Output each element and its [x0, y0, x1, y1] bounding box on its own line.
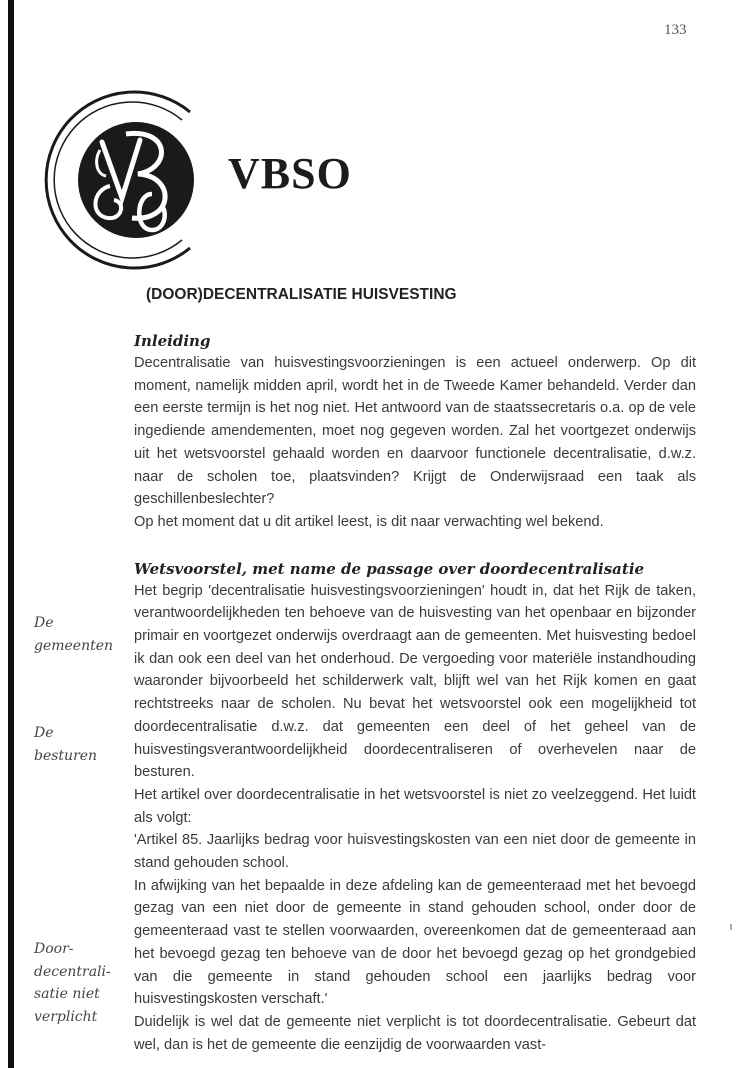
margin-note-line: decentrali-	[34, 963, 111, 980]
paragraph: 'Artikel 85. Jaarlijks bedrag voor huisvestingskosten van een niet door de gemeente in stand gehouden school.	[134, 832, 696, 872]
margin-note-line: De	[34, 615, 54, 631]
brand-title: VBSO	[228, 149, 352, 198]
paragraph: Het begrip 'decentralisatie huisvestingsvoorzieningen' houdt in, dat het Rijk de taken, verantwoordelijkheden ten behoeve van de huisvesting van het openbaar en bijzonder primair en voortgezet onderwijs overdraagt aan de gemeenten. Met huisvesting bedoel ik dan ook een deel van het onderhoud. De vergoeding voor materiële instandhouding waaronder bijvoorbeeld het schilderwerk valt, blijft wel van het Rijk komen en gaat rechtstreeks naar de scholen. Nu bevat het wetsvoorstel ook een mogelijkheid tot doordecentralisatie d.w.z. dat gemeenten een deel of het geheel van de huisvestingsverantwoordelijkheid doordecentraliseren of overhevelen naar de besturen.	[134, 582, 696, 781]
margin-note-besturen	[34, 722, 130, 767]
paragraph: Op het moment dat u dit artikel leest, is dit naar verwachting wel bekend.	[134, 513, 604, 530]
margin-note-line: De	[34, 725, 54, 741]
paragraph: Decentralisatie van huisvestingsvoorzieningen is een actueel onderwerp. Op dit moment, namelijk midden april, wordt het in de Tweede Kamer behandeld. Verder dan een eerste termijn is het nog niet. Het antwoord van de staatssecretaris o.a. op de vele ingediende amendementen, moet nog gegeven worden. Zal het voortgezet onderwijs uit het wetsvoorstel gehaald worden en daarvoor functionele decentralisatie, d.w.z. naar de scholen toe, plaatsvinden? Krijgt de Onderwijsraad een taak als geschillenbeslechter?	[134, 355, 696, 508]
vbso-monogram-icon	[40, 90, 210, 270]
paragraph: Duidelijk is wel dat de gemeente niet verplicht is tot doordecentralisatie. Gebeurt dat wel, dan is het de gemeente die eenzijdig de voorwaarden vast-	[134, 1013, 696, 1053]
paragraph: In afwijking van het bepaalde in deze afdeling kan de gemeenteraad met het bevoegd gezag van een niet door de gemeente in stand gehouden school, onder door de gemeenteraad vast te stellen voorwaarden, overeenkomen dat de gemeenteraad aan het bevoegd gezag ten behoeve van de door het bevoegd gezag op het grondgebied van die gemeente in stand gehouden school een jaarlijks bedrag voor huisvestingskosten verschaft.'	[134, 877, 696, 1008]
scan-artifact	[730, 924, 732, 930]
vbso-logo	[40, 90, 210, 270]
margin-note-line: satie niet	[34, 986, 100, 1002]
document-title: (DOOR)DECENTRALISATIE HUISVESTING	[146, 286, 457, 303]
section-inleiding	[134, 330, 696, 534]
margin-note-line: besturen	[34, 747, 98, 764]
section-heading: Wetsvoorstel, met name de passage over doordecentralisatie	[134, 559, 645, 578]
paragraph: Het artikel over doordecentralisatie in het wetsvoorstel is niet zo veelzeggend. Het luidt als volgt:	[134, 786, 696, 826]
margin-note-line: gemeenten	[34, 637, 114, 654]
section-heading: Inleiding	[134, 332, 211, 350]
page-number: 133	[664, 22, 687, 38]
article-body	[134, 330, 696, 1056]
section-spacer	[134, 534, 696, 558]
margin-note-line: Door-	[34, 941, 74, 957]
margin-note-doordecentralisatie	[34, 938, 130, 1028]
section-wetsvoorstel	[134, 558, 696, 1057]
page-edge-bar	[8, 0, 14, 1068]
margin-note-gemeenten	[34, 612, 130, 657]
margin-note-line: verplicht	[34, 1008, 98, 1025]
